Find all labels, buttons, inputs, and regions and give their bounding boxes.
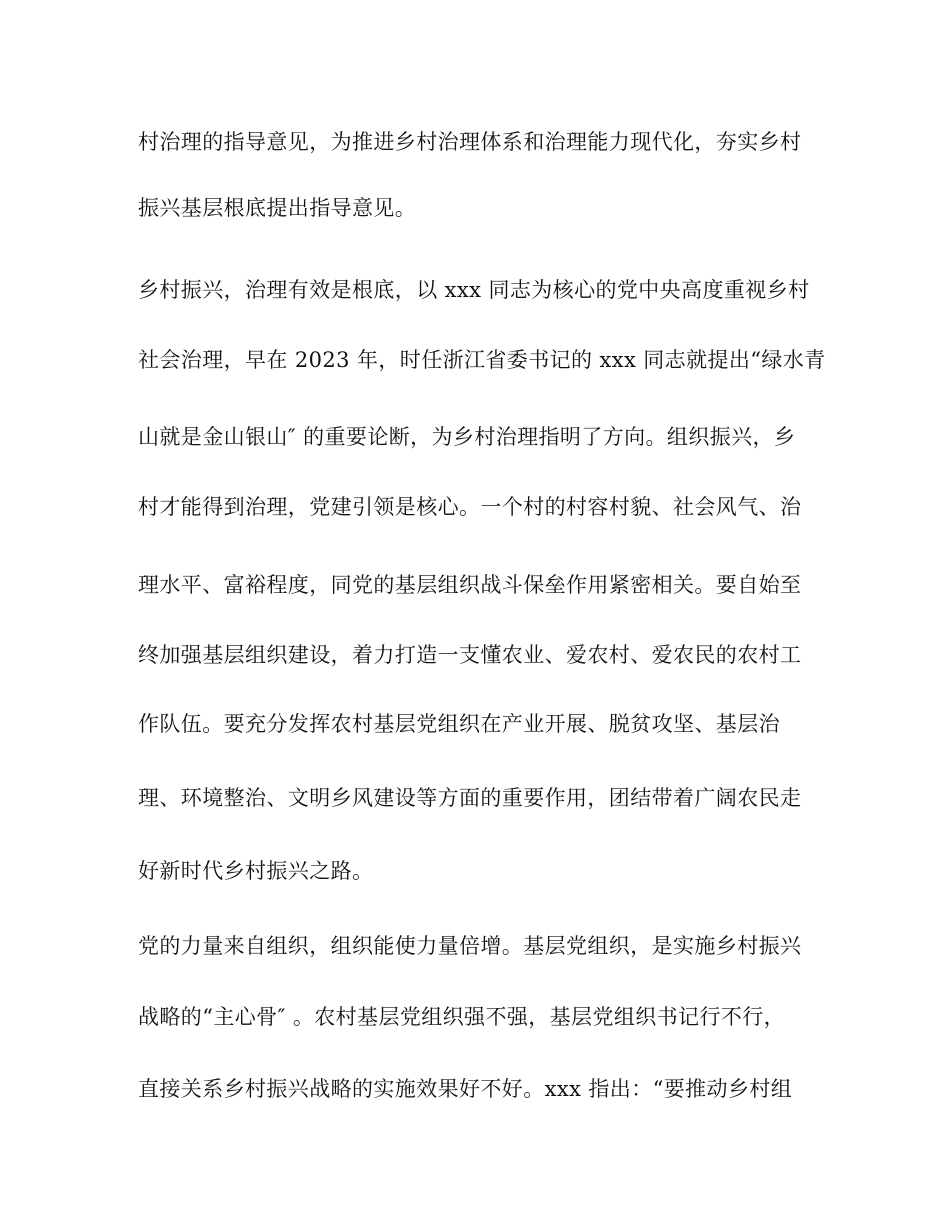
text-line: 直接关系乡村振兴战略的实施效果好不好。xxx 指出：“要推动乡村组 [138, 1077, 793, 1101]
text-line: 战略的“主心骨″ 。农村基层党组织强不强，基层党组织书记行不行， [138, 1005, 786, 1029]
text-line: 终加强基层组织建设，着力打造一支懂农业、爱农村、爱农民的农村工 [138, 643, 802, 667]
text-line: 社会治理，早在 2023 年，时任浙江省委书记的 xxx 同志就提出“绿水青 [138, 348, 826, 372]
text-line: 村治理的指导意见，为推进乡村治理体系和治理能力现代化，夯实乡村 [138, 130, 802, 154]
text-line: 理水平、富裕程度，同党的基层组织战斗保垒作用紧密相关。要自始至 [138, 573, 802, 597]
text-line: 作队伍。要充分发挥农村基层党组织在产业开展、脱贫攻坚、基层治 [138, 712, 780, 736]
text-line: 村才能得到治理，党建引领是核心。一个村的村容村貌、社会风气、治 [138, 495, 802, 519]
text-line: 理、环境整治、文明乡风建设等方面的重要作用，团结带着广阔农民走 [138, 786, 802, 810]
text-line: 好新时代乡村振兴之路。 [138, 859, 374, 883]
text-line: 乡村振兴，治理有效是根底，以 xxx 同志为核心的党中央高度重视乡村 [138, 278, 810, 302]
text-line: 山就是金山银山″ 的重要论断，为乡村治理指明了方向。组织振兴，乡 [138, 425, 796, 449]
text-line: 振兴基层根底提出指导意见。 [138, 196, 417, 220]
text-line: 党的力量来自组织，组织能使力量倍增。基层党组织，是实施乡村振兴 [138, 934, 802, 958]
